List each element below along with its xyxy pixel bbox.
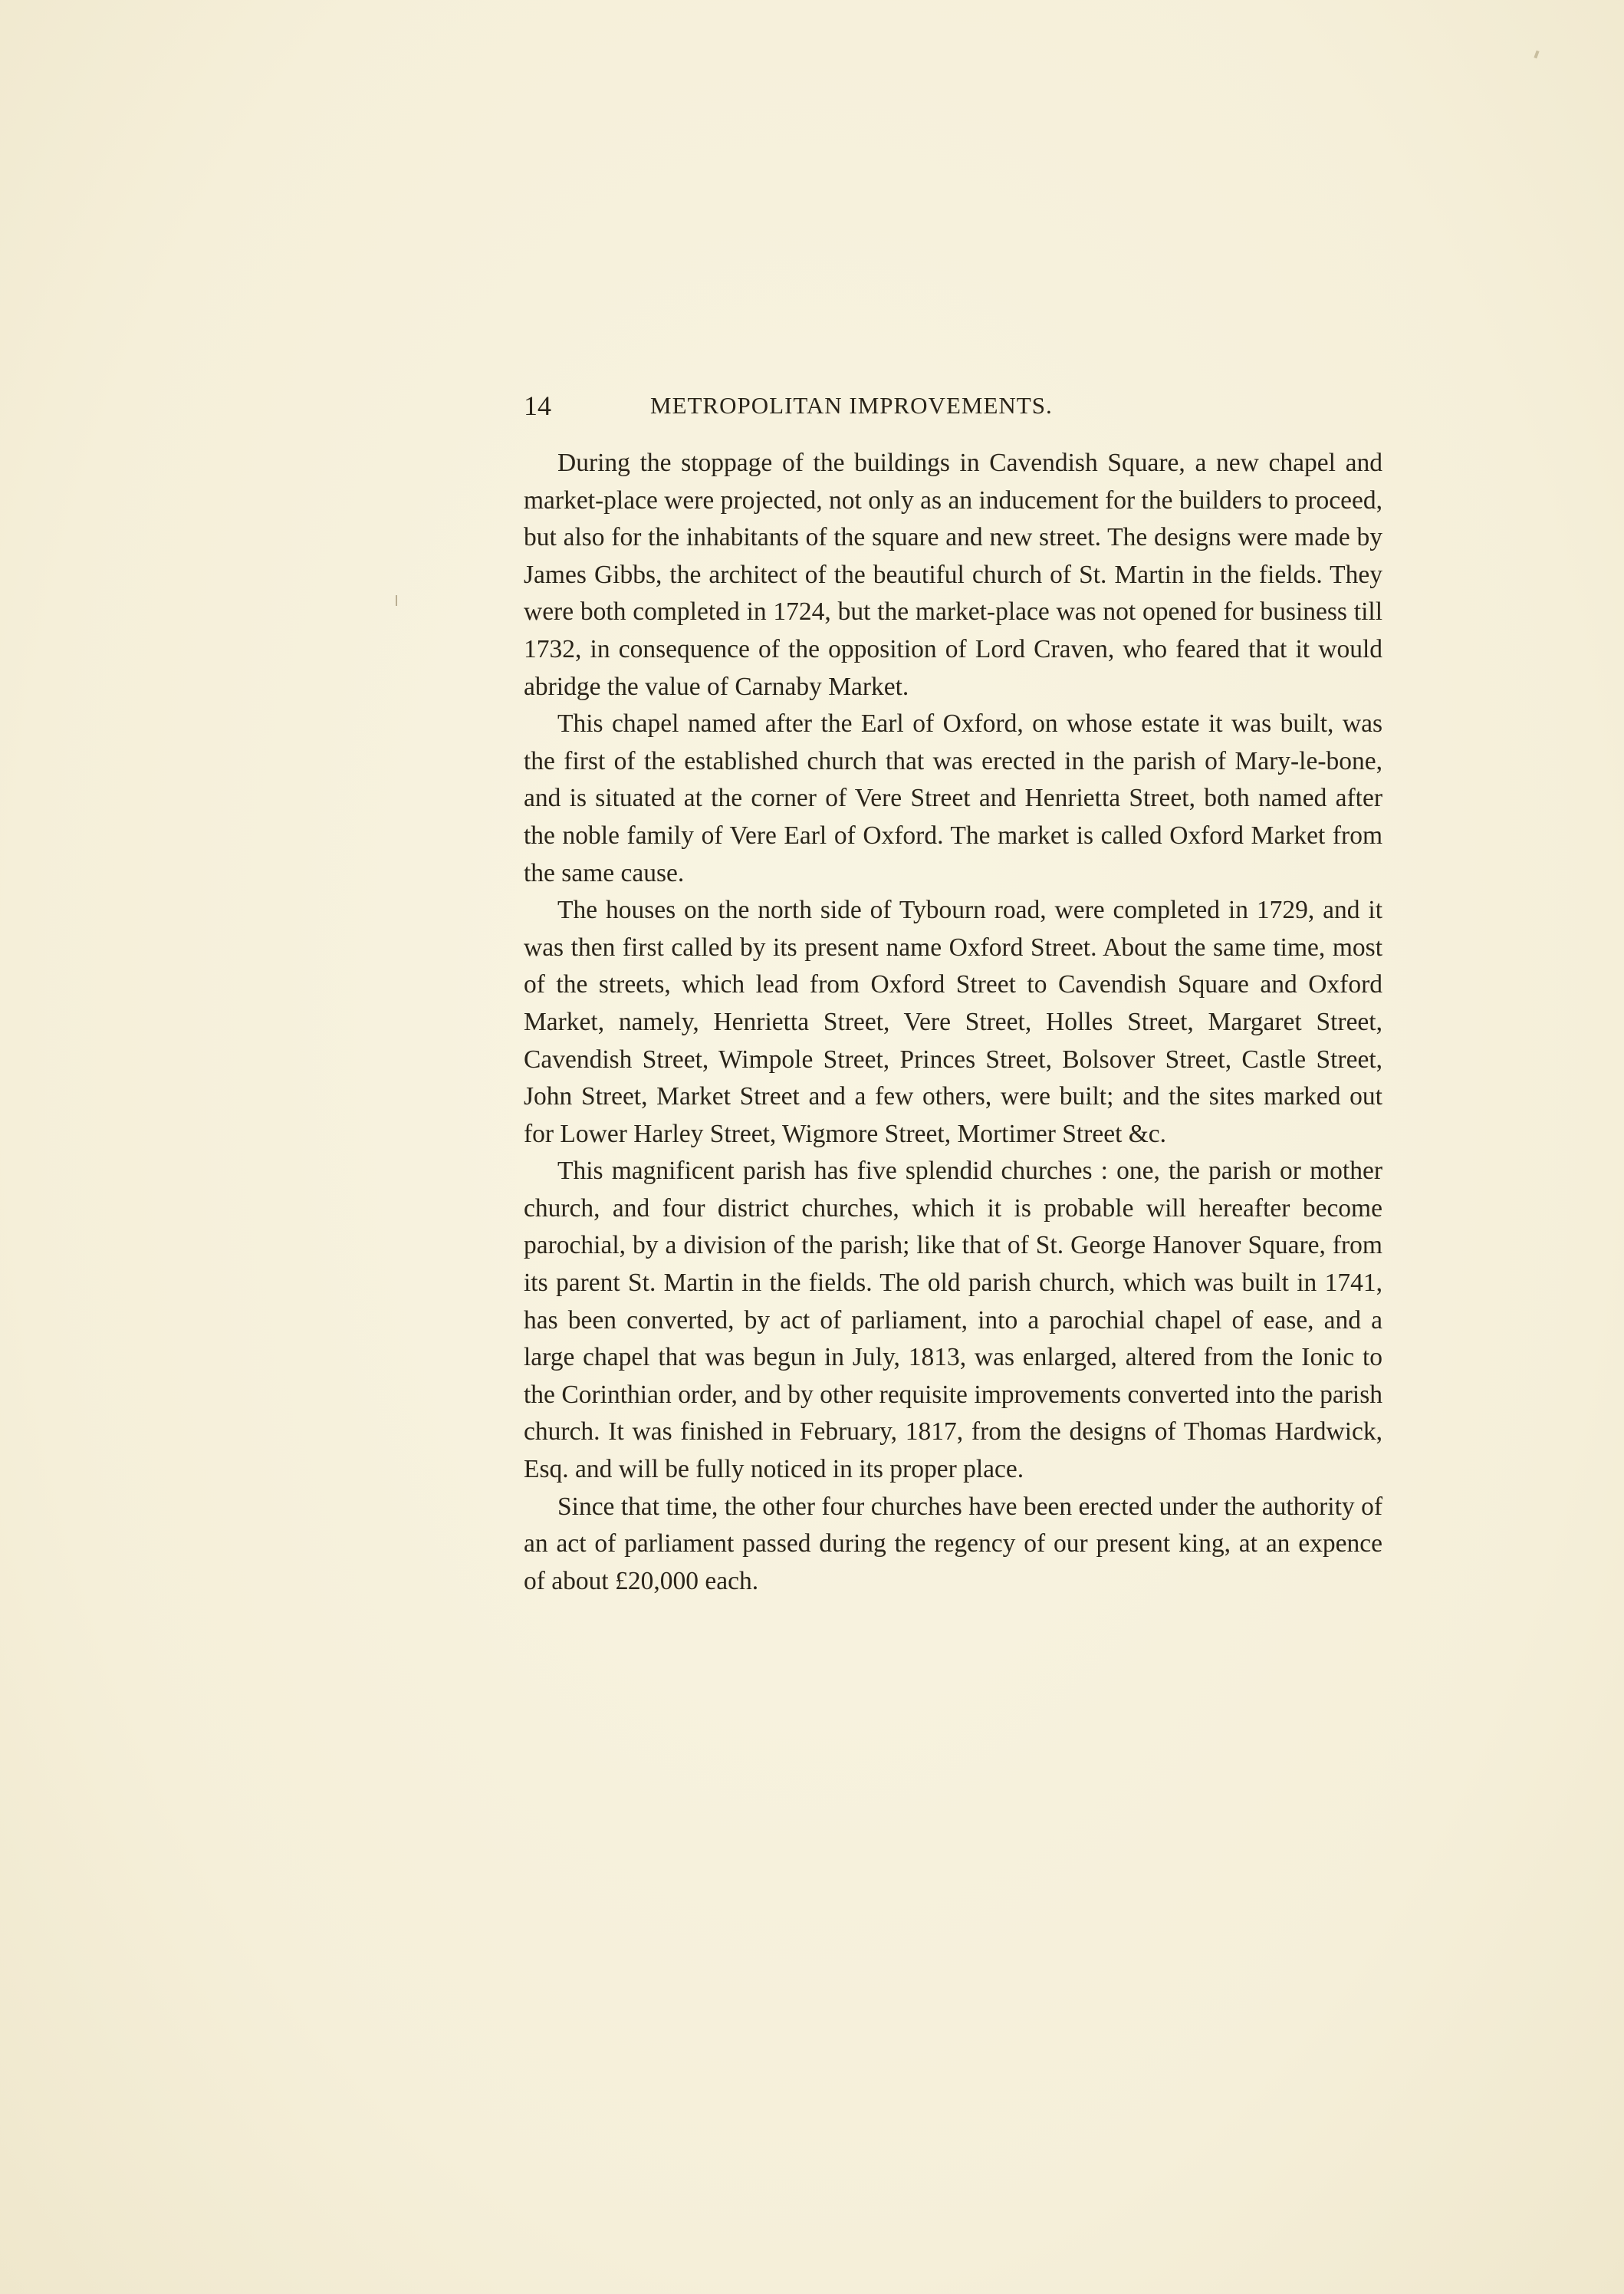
page-header	[524, 387, 1382, 425]
page-number: 14	[524, 390, 551, 421]
body-text	[524, 445, 1382, 1600]
paragraph: This chapel named after the Earl of Oxford, on whose estate it was built, was the first of the established church that was erected in the parish of Mary-le-bone, and is situated at the corner of Vere Street and Henrietta Street, both named after the noble family of Vere Earl of Oxford. The market is called Oxford Market from the same cause.	[524, 709, 1382, 887]
margin-mark	[396, 595, 397, 606]
paragraph: Since that time, the other four churches have been erected under the authority of an act of parliament passed during the regency of our present king, at an expence of about £20,000 each.	[524, 1492, 1382, 1595]
paragraph: This magnificent parish has five splendid churches : one, the parish or mother church, and four district churches, which it is probable will hereafter become parochial, by a division of the parish; like that of St. George Hanover Square, from its parent St. Martin in the fields. The old parish church, which was built in 1741, has been converted, by act of parliament, into a parochial chapel of ease, and a large chapel that was begun in July, 1813, was enlarged, altered from the Ionic to the Corinthian order, and by other requisite improvements converted into the parish church. It was finished in February, 1817, from the designs of Thomas Hardwick, Esq. and will be fully noticed in its proper place.	[524, 1157, 1382, 1484]
paragraph: The houses on the north side of Tybourn road, were completed in 1729, and it was then first called by its present name Oxford Street. About the same time, most of the streets, which lead from Oxford Street to Cavendish Square and Oxford Market, namely, Henrietta Street, Vere Street, Holles Street, Margaret Street, Cavendish Street, Wimpole Street, Princes Street, Bolsover Street, Castle Street, John Street, Market Street and a few others, were built; and the sites marked out for Lower Harley Street, Wigmore Street, Mortimer Street &c.	[524, 896, 1382, 1148]
running-title: METROPOLITAN IMPROVEMENTS.	[650, 392, 1053, 419]
corner-mark	[1534, 51, 1539, 59]
paragraph: During the stoppage of the buildings in Cavendish Square, a new chapel and market-place were projected, not only as an inducement for the builders to proceed, but also for the inhabitants of the square and new street. The designs were made by James Gibbs, the architect of the beautiful church of St. Martin in the fields. They were both completed in 1724, but the market-place was not opened for business till 1732, in consequence of the opposition of Lord Craven, who feared that it would abridge the value of Carnaby Market.	[524, 449, 1382, 701]
